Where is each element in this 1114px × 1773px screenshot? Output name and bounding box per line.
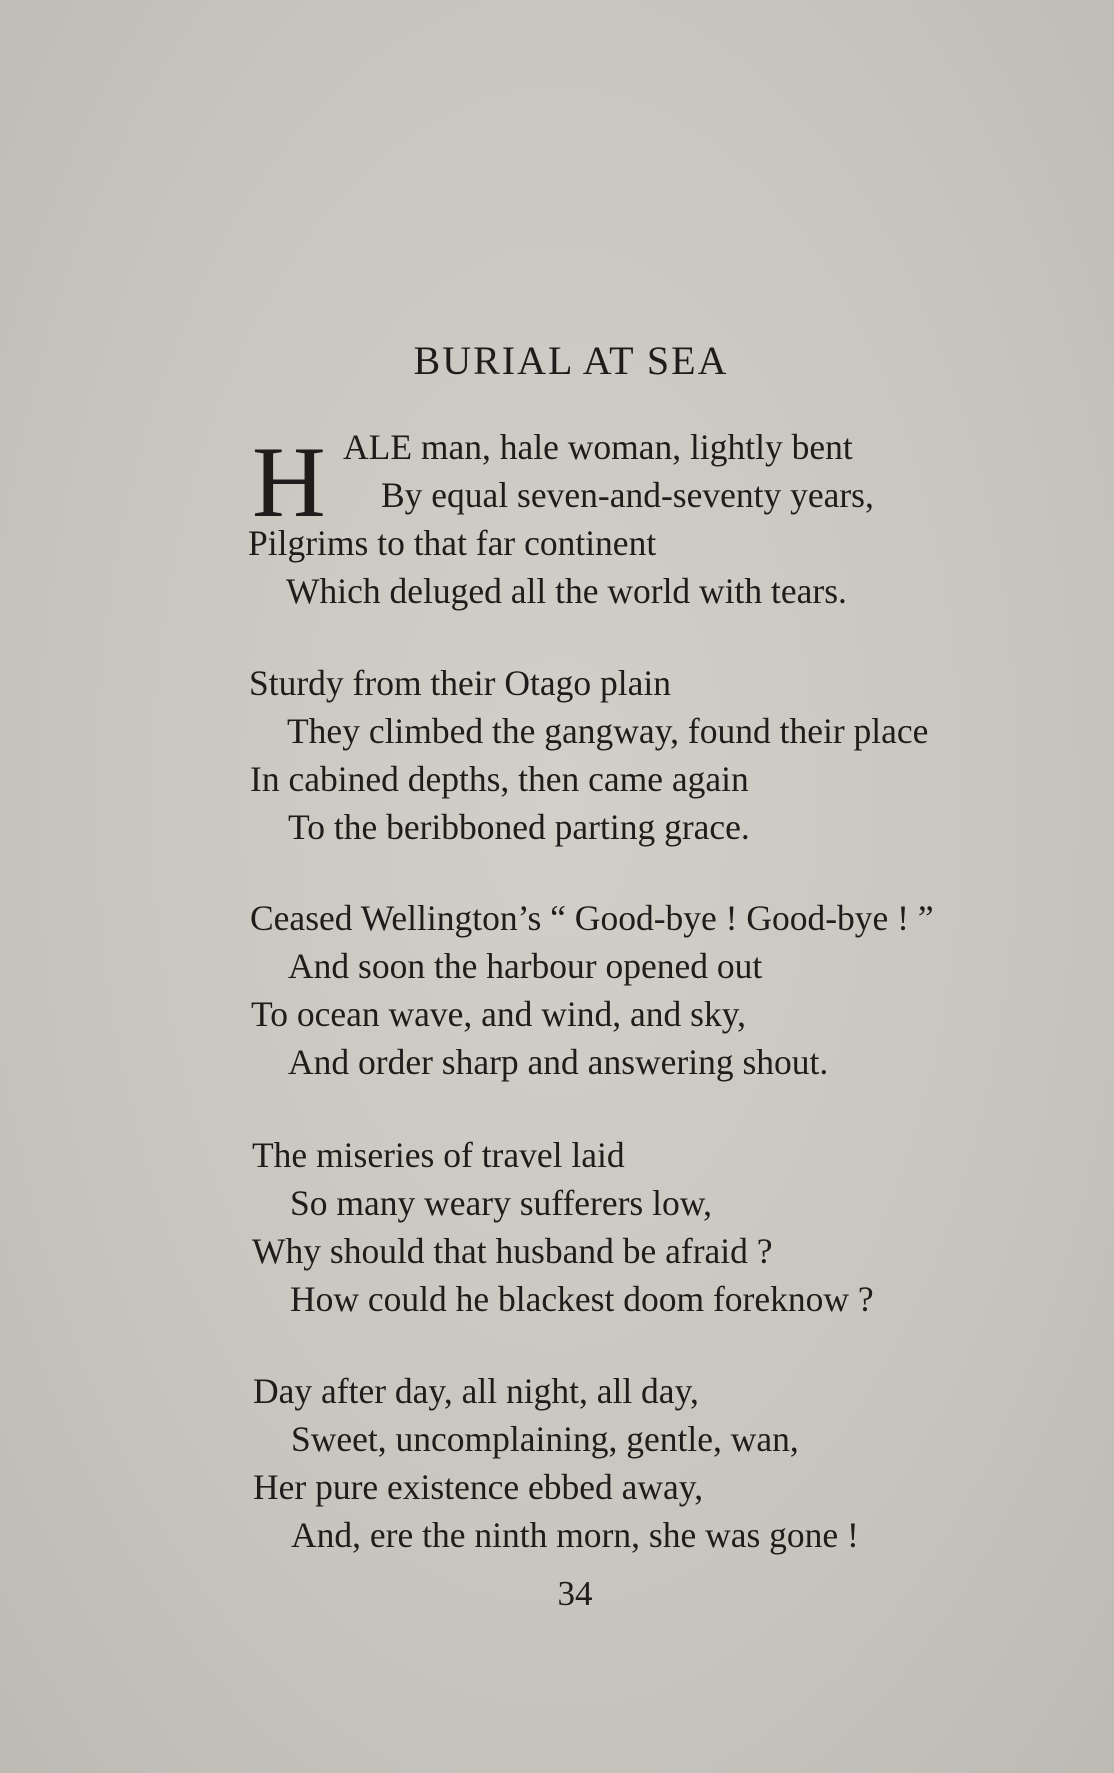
poem-line: How could he blackest doom foreknow ? — [290, 1279, 874, 1319]
poem-line: They climbed the gangway, found their place — [287, 711, 929, 751]
poem-line: And, ere the ninth morn, she was gone ! — [291, 1515, 859, 1555]
poem-line: Sturdy from their Otago plain — [249, 663, 671, 703]
poem-line: And order sharp and answering shout. — [288, 1042, 829, 1082]
poem-line: Sweet, uncomplaining, gentle, wan, — [291, 1419, 799, 1459]
drop-cap: H — [252, 426, 326, 539]
poem-line: Her pure existence ebbed away, — [253, 1467, 704, 1507]
poem-line: To ocean wave, and wind, and sky, — [251, 994, 747, 1034]
poem-line: Which deluged all the world with tears. — [286, 571, 847, 611]
poem-line: Day after day, all night, all day, — [253, 1371, 699, 1411]
poem-line: To the beribboned parting grace. — [288, 807, 750, 847]
poem-line: The miseries of travel laid — [252, 1135, 625, 1175]
poem-title: BURIAL AT SEA — [413, 338, 729, 383]
poem-line: And soon the harbour opened out — [288, 946, 763, 986]
poem-line: So many weary sufferers low, — [290, 1183, 712, 1223]
poem-line: ALE man, hale woman, lightly bent — [343, 427, 853, 467]
poem-line: Ceased Wellington’s “ Good-bye ! Good-bye ! ” — [250, 898, 934, 938]
poem-line: By equal seven-and-seventy years, — [381, 475, 874, 515]
poem-line: Pilgrims to that far continent — [248, 523, 657, 563]
poem-line: In cabined depths, then came again — [250, 759, 749, 799]
poem-line: Why should that husband be afraid ? — [252, 1231, 773, 1271]
page-number: 34 — [557, 1574, 593, 1613]
